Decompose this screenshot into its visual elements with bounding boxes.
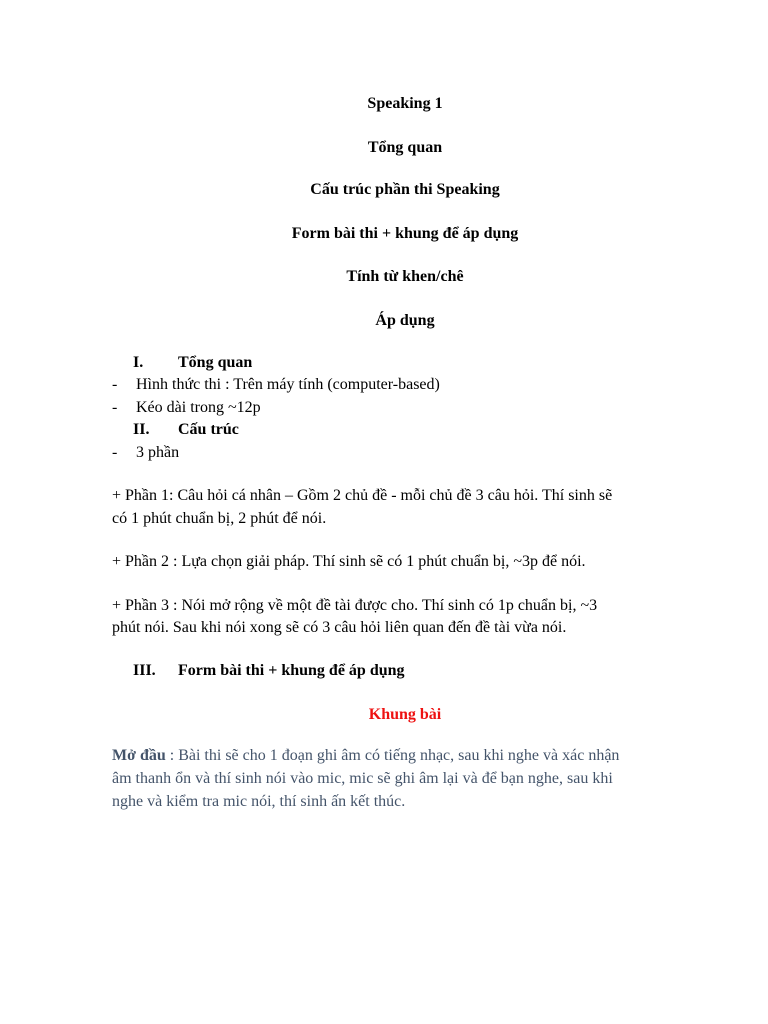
part-2-line-1: + Phần 2 : Lựa chọn giải pháp. Thí sinh sẽ có 1 phút chuẩn bị, ~3p để nói. <box>112 553 586 570</box>
toc-ap-dung: Áp dụng <box>375 312 435 329</box>
section-2-title: Cấu trúc <box>178 421 239 438</box>
mo-dau-line-1 <box>112 747 619 765</box>
mo-dau-line-2: âm thanh ổn và thí sinh nói vào mic, mic sẽ ghi âm lại và để bạn nghe, sau khi <box>112 770 613 787</box>
mo-dau-text: : Bài thi sẽ cho 1 đoạn ghi âm có tiếng nhạc, sau khi nghe và xác nhận <box>165 747 620 764</box>
bullet-item <box>112 444 179 462</box>
toc-cau-truc: Cấu trúc phần thi Speaking <box>310 181 500 198</box>
bullet-text: Hình thức thi : Trên máy tính (computer-based) <box>136 376 440 393</box>
bullet-dash: - <box>112 444 118 461</box>
part-3-line-1: + Phần 3 : Nói mở rộng về một đề tài được cho. Thí sinh có 1p chuẩn bị, ~3 <box>112 597 598 614</box>
bullet-item <box>112 376 440 394</box>
section-3-title: Form bài thi + khung để áp dụng <box>178 662 405 679</box>
section-2-number: II. <box>133 421 150 438</box>
khung-bai-title: Khung bài <box>368 706 442 723</box>
section-1-title: Tổng quan <box>178 354 253 371</box>
mo-dau-label: Mở đầu <box>112 747 166 764</box>
toc-tinh-tu: Tính từ khen/chê <box>346 268 464 285</box>
part-1-line-2: có 1 phút chuẩn bị, 2 phút để nói. <box>112 510 327 527</box>
bullet-dash: - <box>112 399 118 416</box>
bullet-item <box>112 399 261 417</box>
toc-form-bai-thi: Form bài thi + khung để áp dụng <box>291 225 519 242</box>
section-3-heading <box>133 662 405 680</box>
section-1-number: I. <box>133 354 144 371</box>
part-1-line-1: + Phần 1: Câu hỏi cá nhân – Gồm 2 chủ đề - mỗi chủ đề 3 câu hỏi. Thí sinh sẽ <box>112 487 613 504</box>
mo-dau-line-3: nghe và kiểm tra mic nói, thí sinh ấn kết thúc. <box>112 793 406 810</box>
bullet-dash: - <box>112 376 118 393</box>
section-2-heading <box>133 421 239 439</box>
section-3-number: III. <box>133 662 156 679</box>
title-speaking-1: Speaking 1 <box>367 95 443 112</box>
part-3-line-2: phút nói. Sau khi nói xong sẽ có 3 câu hỏi liên quan đến đề tài vừa nói. <box>112 619 567 636</box>
bullet-text: Kéo dài trong ~12p <box>136 399 261 416</box>
section-1-heading <box>133 354 252 372</box>
bullet-text: 3 phần <box>136 444 180 461</box>
toc-tong-quan: Tổng quan <box>367 139 443 156</box>
